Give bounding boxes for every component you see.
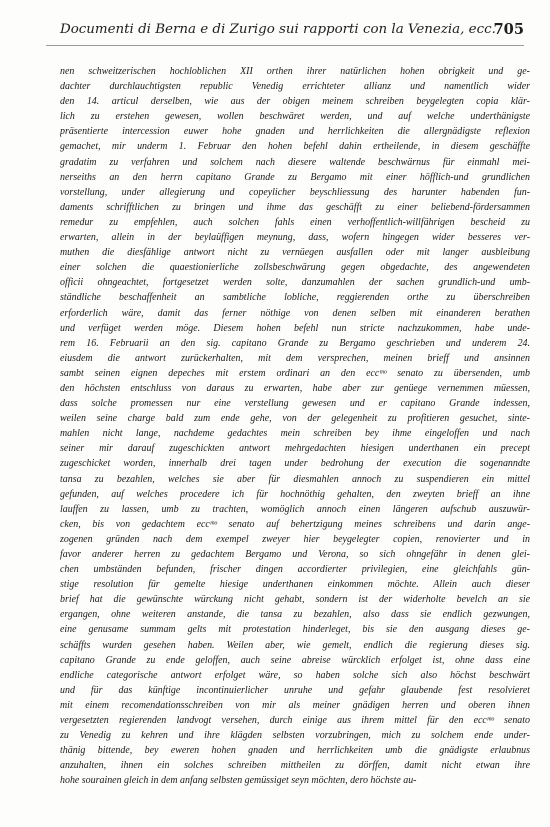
text-line: remedur zu empfehlen, auch solchen fahls einen verhoffentlich-willfährigen bescheid zu xyxy=(60,216,530,228)
text-line: nerseiths an den herrn capitano Grande zu Bergamo mit einer höfflich-und grundlichen xyxy=(60,171,530,183)
text-line: erwarten, allein in der beylaüffigen meynung, dass, wofern hingegen wider besseres ver- xyxy=(60,232,530,244)
text-line: eine genusame summam gelts mit protestation hinderleget, bis sie den ausgang dieses ge- xyxy=(60,624,530,636)
text-line: lauffen zu lassen, umb zu trachten, womöglich annoch einen längeren aufschub auszuwür- xyxy=(60,503,530,515)
text-line: vorstellung, under allegierung und copeylicher beyschliessung des harunter habenden fun- xyxy=(60,186,530,198)
text-line: zugeschicket worden, innerhalb drei tagen under bedrohung der execution die sogenanndte xyxy=(60,458,530,470)
text-line: gemachet, mir underm 1. Februar den hohen befehl dahin ertheilende, in diesem geschäffte xyxy=(60,141,530,153)
text-line: zogenen gründen nach dem exempel zweyer hier beygelegter copien, renovierter und in xyxy=(60,533,530,545)
text-line: dass solche promessen nur eine verstellung gewesen und er capitano Grande indessen, xyxy=(60,398,530,410)
text-line: ergangen, ohne weiteren anstande, die tansa zu bezahlen, also dass sie endlich gezwungen, xyxy=(60,609,530,621)
text-line: daments schrifftlichen zu bringen und ihme das geschäfft zu einer beliebend-fördersammen xyxy=(60,201,530,213)
text-line: mahlen nicht lange, nachdeme gedachtes mein schreiben bey ihme eingeloffen und nach xyxy=(60,428,530,440)
text-line: stige resolution für gemelte hiesige underthanen einkommen möchte. Allein auch dieser xyxy=(60,579,530,591)
text-line: favor anderer herren zu gedachtem Bergamo und Verona, so sich ohngefähr in denen glei- xyxy=(60,549,530,560)
running-header xyxy=(46,20,524,42)
text-line: mit einem recomendationsschreiben von mir als meiner gnädigen herren und oberen ihnen xyxy=(60,699,530,711)
text-line: und für das künftige incontinuierlicher unruhe und gefahr glaubende fest resolvieret xyxy=(60,684,530,696)
text-line: muthen die diesfählige antwort nicht zu vernüegen ausfallen oder mit langer ausbleibung xyxy=(60,247,530,259)
text-line: hohe sourainen gleich in dem anfang selbsten gemüssiget seyn möchten, dero höchste au- xyxy=(60,775,417,787)
text-line: dachter durchlauchtigsten republic Venedig errichteter allianz und namentlich wider xyxy=(60,81,530,93)
page-number: 705 xyxy=(493,21,524,38)
text-line: tansa zu bezahlen, welches sie aber für diesmahlen annoch zu suspendieren ein mittel xyxy=(60,473,530,485)
text-line: chen umbständen befunden, frischer dingen accordierter privilegien, eine gleichfahls gün- xyxy=(60,564,530,576)
text-line: lich zu erstehen gewesen, wollen beschwäret werden, und auf welche underthänigste xyxy=(60,111,530,123)
header-rule xyxy=(46,45,524,46)
text-line: gradatim zu verfahren und solchem nach diesere waltende beschwärnus für einmahl mei- xyxy=(60,156,530,168)
body-text xyxy=(60,64,530,789)
text-line: rem 16. Februarii an den sig. capitano Grande zu Bergamo geschrieben und underem 24. xyxy=(60,337,530,349)
text-line: den höchsten entschluss von daraus zu erwarten, habe aber zur genüege vernemmen müessen, xyxy=(60,382,530,394)
text-line: und verfüget werden möge. Diesem hohen befehl nun stricte nachzukommen, habe unde- xyxy=(60,322,530,334)
text-line: erforderlich wäre, damit das ferner nöthige von denen selben mit einanderen berathen xyxy=(60,307,530,319)
text-line: weilen seine charge bald zum ende gehe, von der gelegenheit zu profitieren gesuchet, sinte- xyxy=(60,413,530,425)
text-line: capitano Grande zu ende geloffen, auch seine abreise würcklich erfolget ist, ohne dass eine xyxy=(60,654,530,666)
text-line: endliche categorische antwort erfolget wäre, so haben solche sich also höchst beschwärt xyxy=(60,669,530,681)
text-line: vergesetzten regierenden landvogt versehen, durch einige aus ihrem mittel für den eccᵐᵒ senato xyxy=(60,715,530,727)
text-line: ständliche beschaffenheit an sambtliche lobliche, reggierenden orthe zu überschreiben xyxy=(60,292,530,304)
text-line: gefunden, auf welches procedere ich für hochnöthig gehalten, den zweyten brieff an ihne xyxy=(60,488,530,500)
text-line: officii ohngeachtet, fortgesetzet werden solte, danzumahlen der sachen grundlich-und umb- xyxy=(60,277,530,289)
text-line: brief hat die gewünschte würckung nicht gehabt, sondern ist der widerholte bevelch an sie xyxy=(60,594,530,606)
text-line: präsentierte intercession euwer hohe gnaden und herrlichkeiten die allergnädigste reflexion xyxy=(60,126,530,138)
text-line: anzuhalten, ihnen ein solches schreiben mittheilen zu dörffen, damit nicht etwan ihre xyxy=(60,760,530,772)
text-line: einer solchen die quaestionierliche zollsbeschwärung gegen obgedachte, des angewendeten xyxy=(60,262,530,274)
text-line: schäffts wurden gesehen haben. Weilen aber, wie gemelt, endlich die regierung dieses sig. xyxy=(60,639,530,651)
text-line: seiner mir darauf zugeschickten antwort mehrgedachten hiesigen underthanen ein precept xyxy=(60,443,530,455)
text-line: eiusdem die antwort zurückerhalten, mit dem versprechen, meinen brieff und ansinnen xyxy=(60,352,530,364)
running-title: Documenti di Berna e di Zurigo sui rapporti con la Venezia, ecc. xyxy=(60,22,496,37)
text-line: den 14. articul derselben, wie aus der obigen meinem schreiben beygelegten copia klär- xyxy=(60,96,530,108)
text-line: cken, bis von gedachtem eccᵐᵒ senato auf behertzigung meines schreibens und darin ange- xyxy=(60,518,530,530)
text-line: zu Venedig zu kehren und ihre klägden selbsten vorzubringen, mich zu solchem ende under- xyxy=(60,730,530,742)
text-line: thänig bittende, bey eweren hohen gnaden und herrlichkeiten umb die gnädigste erlaubnus xyxy=(60,745,530,757)
text-line: sambt seinen eignen depeches mit erstem ordinari an den eccᵐᵒ senato zu übersenden, umb xyxy=(60,367,530,379)
text-line: nen schweitzerischen hochloblichen XII orthen ihrer natürlichen hohen obrigkeit und ge- xyxy=(60,66,530,77)
